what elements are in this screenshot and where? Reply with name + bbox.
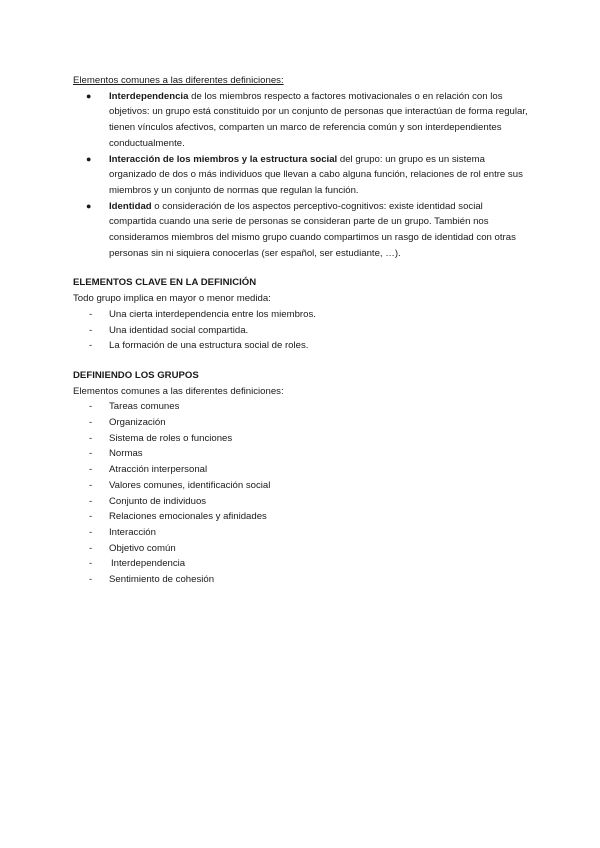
list-item [73,525,528,541]
dash-marker: - [89,340,93,352]
bullet-item [73,199,528,262]
list-item [73,415,528,431]
list-item [73,446,528,462]
list-item [73,323,528,339]
list-item-text: Normas [109,448,143,460]
list-item [73,556,528,572]
list-item-text: Sistema de roles o funciones [109,432,233,444]
list-item [73,399,528,415]
dash-marker: - [89,417,93,429]
bullet-text: o consideración de los aspectos perceptivo-cognitivos: existe identidad social compartida cuando una serie de personas se consideran parte de un grupo. También nos consideramos miembros del mismo grupo cuando compartimos un rasgo de identidad con otras personas sin ni siquiera conocerlas (ser español, ser estudiante, …). [109,200,516,259]
dash-marker: - [89,432,93,444]
section-intro: Elementos comunes a las diferentes definiciones: [73,385,284,397]
dash-marker: - [89,308,93,320]
list-item-text: Interdependencia [111,558,186,570]
dash-marker: - [89,558,93,570]
group-elements-list [73,399,528,587]
dash-marker: - [89,542,93,554]
list-item-text: Relaciones emocionales y afinidades [109,511,267,523]
section-title-definiendo-grupos: DEFINIENDO LOS GRUPOS [73,369,199,381]
section-intro: Todo grupo implica en mayor o menor medida: [73,293,271,305]
list-item [73,338,528,354]
dash-marker: - [89,574,93,586]
bullet-item [73,152,528,199]
dash-marker: - [89,511,93,523]
dash-marker: - [89,479,93,491]
bullet-bold-term: Interdependencia [109,90,189,102]
list-item-text: Interacción [109,526,156,538]
list-item-text: Atracción interpersonal [109,464,208,476]
list-item [73,572,528,588]
list-item [73,307,528,323]
bullet-icon: ● [86,200,92,211]
bullet-icon: ● [86,153,92,164]
list-item-text: Una identidad social compartida. [109,324,249,336]
list-item-text: Una cierta interdependencia entre los miembros. [109,308,316,320]
bullet-bold-term: Identidad [109,200,152,212]
dash-marker: - [89,448,93,460]
list-item-text: Conjunto de individuos [109,495,207,507]
dash-marker: - [89,401,93,413]
bullet-text: de los miembros respecto a factores motivacionales o en relación con los objetivos: un grupo está constituido por un conjunto de personas que interactúan de forma regular, tienen vínculos afectivos, comparten un marco de referencia común y son interdependientes conductualmente. [109,90,528,149]
dash-marker: - [89,526,93,538]
list-item-text: Organización [109,417,166,429]
key-elements-list [73,307,528,354]
list-item-text: Tareas comunes [109,401,180,413]
list-item-text: Objetivo común [109,542,176,554]
section-title-elementos-clave: ELEMENTOS CLAVE EN LA DEFINICIÓN [73,277,257,289]
list-item-text: Valores comunes, identificación social [109,479,271,491]
dash-marker: - [89,464,93,476]
list-item [73,431,528,447]
list-item-text: La formación de una estructura social de roles. [109,340,309,352]
list-item [73,541,528,557]
bullet-item [73,89,528,152]
definition-bullet-list [73,89,528,262]
intro-heading: Elementos comunes a las diferentes definiciones: [73,75,284,86]
bullet-icon: ● [86,90,92,101]
list-item [73,462,528,478]
bullet-bold-term: Interacción de los miembros y la estructura social [109,153,338,165]
dash-marker: - [89,495,93,507]
document-body [73,73,528,588]
bullet-text: del grupo: un grupo es un sistema organizado de dos o más individuos que llevan a cabo alguna función, relaciones de rol entre sus miembros y un conjunto de normas que regulan la función. [109,153,523,196]
dash-marker: - [89,324,93,336]
list-item-text: Sentimiento de cohesión [109,574,215,586]
list-item [73,478,528,494]
list-item [73,509,528,525]
list-item [73,494,528,510]
